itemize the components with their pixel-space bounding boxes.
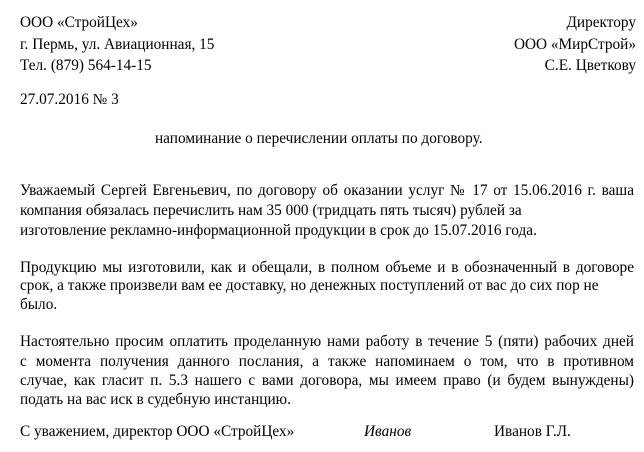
letter-subject: напоминание о перечислении оплаты по договору.: [155, 130, 483, 147]
sender-address: г. Пермь, ул. Авиационная, 15: [20, 36, 215, 53]
recipient-position: Директору: [566, 14, 636, 31]
paragraph-2-line-3: было.: [20, 296, 58, 313]
handwritten-signature: Иванов: [364, 423, 412, 440]
recipient-name: С.Е. Цветкову: [544, 57, 636, 74]
recipient-org: ООО «МирСтрой»: [513, 36, 636, 53]
paragraph-3-line-1: Настоятельно просим оплатить проделанную нами работу в течение 5 (пяти) рабочих дней: [20, 333, 634, 350]
sender-phone: Тел. (879) 564-14-15: [20, 57, 152, 74]
paragraph-1-line-1: Уважаемый Сергей Евгеньевич, по договору об оказании услуг № 17 от 15.06.2016 г. ваша: [20, 182, 634, 199]
paragraph-2-line-2: срок, а также произвели вам ее доставку, но денежных поступлений от вас до сих пор не: [20, 277, 599, 294]
signatory-name: Иванов Г.Л.: [494, 423, 571, 440]
paragraph-1-line-2: компания обязалась перечислить нам 35 000 (тридцать пять тысяч) рублей за: [20, 202, 522, 219]
paragraph-3-line-2: с момента получения данного послания, а также напоминаем о том, что в противном: [20, 353, 634, 370]
paragraph-3-line-4: подать на вас иск в судебную инстанцию.: [20, 391, 291, 408]
paragraph-2-line-1: Продукцию мы изготовили, как и обещали, в полном объеме и в обозначенный в договоре: [20, 259, 634, 276]
sender-org: ООО «СтройЦех»: [20, 14, 138, 31]
signature-closing: С уважением, директор ООО «СтройЦех»: [20, 423, 295, 440]
paragraph-3-line-3: случае, как гласит п. 5.3 нашего с вами договора, мы имеем право (и будем вынуждены): [20, 372, 634, 389]
paragraph-1-line-3: изготовление рекламно-информационной продукции в срок до 15.07.2016 года.: [20, 222, 537, 239]
date-number: 27.07.2016 № 3: [20, 91, 119, 108]
